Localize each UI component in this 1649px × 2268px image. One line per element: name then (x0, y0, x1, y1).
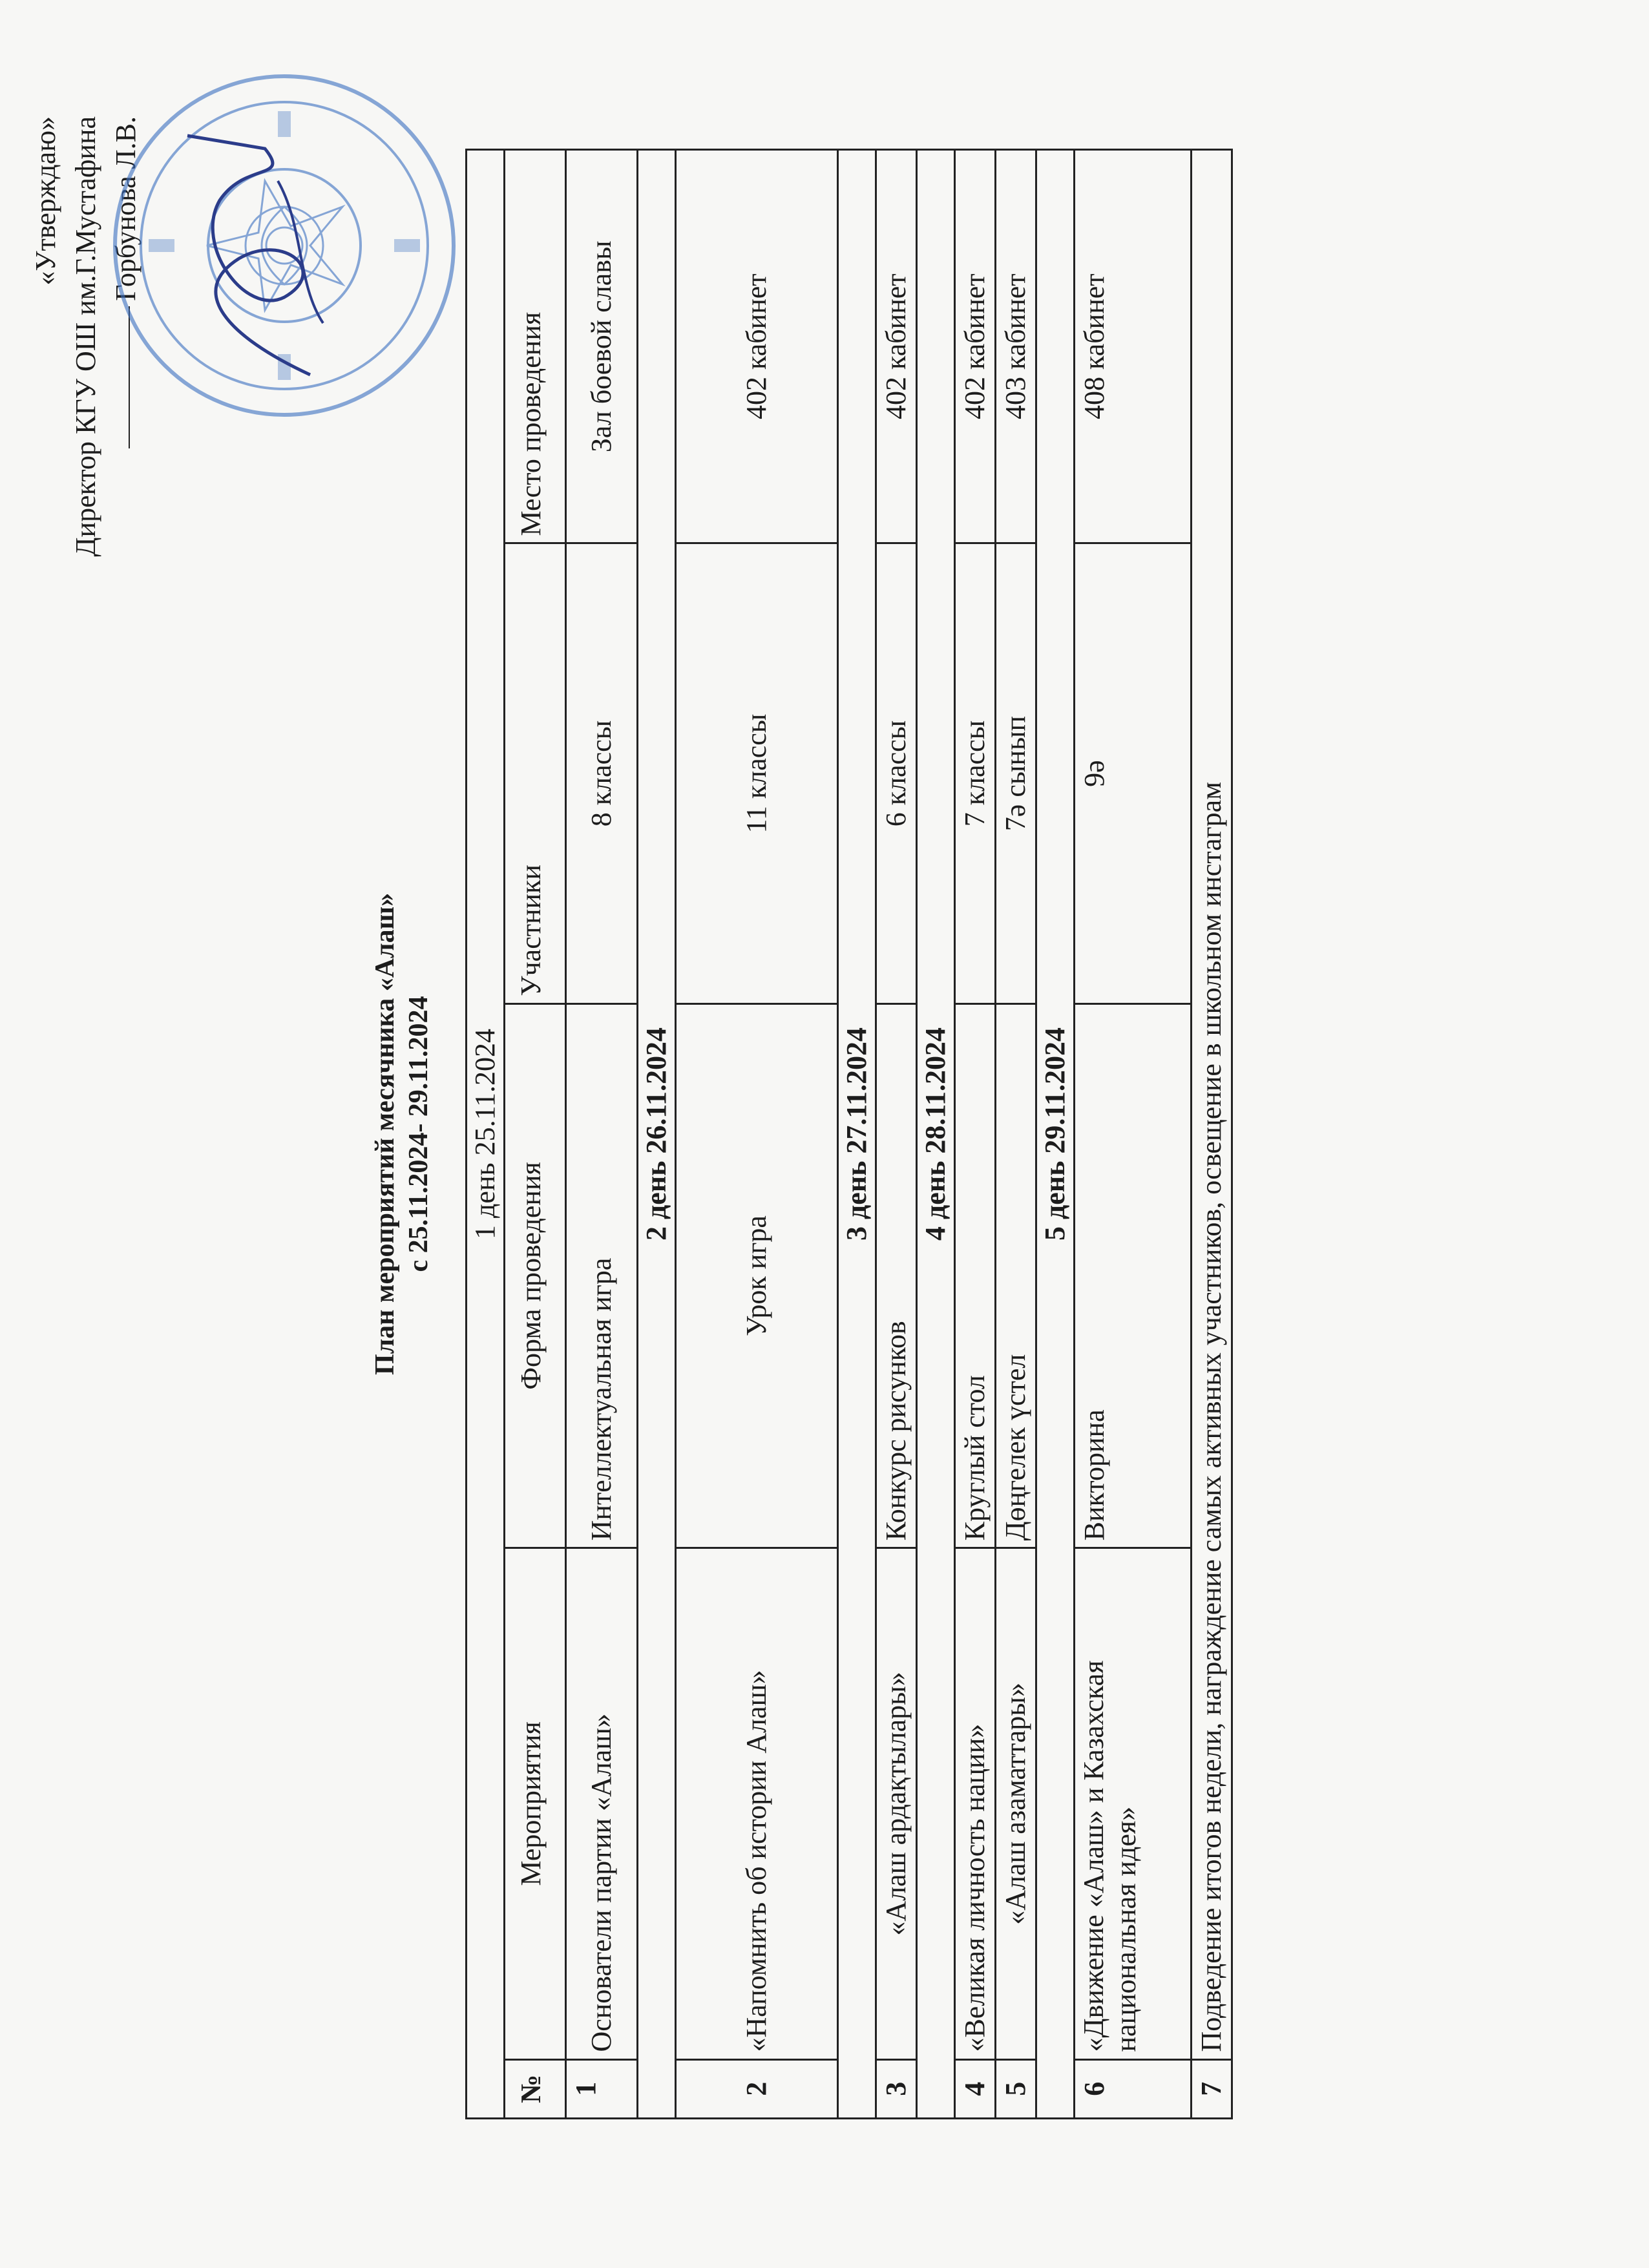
title-line-1: План мероприятий месячника «Алаш» (370, 892, 400, 1376)
table-row (676, 150, 838, 2119)
table-row (996, 150, 1036, 2119)
row-number: 6 (1075, 2059, 1192, 2118)
row-event: «Алаш ардақтылары» (876, 1548, 917, 2059)
row-number: 5 (996, 2059, 1036, 2118)
day-header: 1 день 25.11.2024 (467, 150, 505, 2119)
row-event: «Великая личность нации» (955, 1548, 996, 2059)
document-title (368, 0, 436, 2268)
row-number: 7 (1192, 2059, 1232, 2118)
row-summary: Подведение итогов недели, награждение самых активных участников, освещение в школьном инстаграм (1192, 150, 1232, 2060)
table-row (876, 150, 917, 2119)
row-place: 408 кабинет (1075, 150, 1192, 543)
row-event: Основатели партии «Алаш» (566, 1548, 638, 2059)
table-row (1192, 150, 1232, 2119)
day-header: 4 день 28.11.2024 (917, 150, 955, 2119)
row-form: Дөңгелек үстел (996, 1003, 1036, 1548)
approval-label: «Утверждаю» (30, 116, 61, 286)
row-form: Урок игра (676, 1003, 838, 1548)
title-line-2: с 25.11.2024- 29.11.2024 (404, 996, 434, 1272)
row-form: Интеллектуальная игра (566, 1003, 638, 1548)
row-number: 1 (566, 2059, 638, 2118)
row-participants: 6 классы (876, 543, 917, 1003)
day-header-row (917, 150, 955, 2119)
approval-signer: Горбунова Л.В. (110, 116, 142, 301)
header-event: Мероприятия (505, 1548, 566, 2059)
header-number: № (505, 2059, 566, 2118)
day-header-row (467, 150, 505, 2119)
header-participants: Участники (505, 543, 566, 1003)
header-place: Место проведения (505, 150, 566, 543)
row-number: 2 (676, 2059, 838, 2118)
row-place: 402 кабинет (955, 150, 996, 543)
row-event: «Движение «Алаш» и Казахская национальная идея» (1075, 1548, 1192, 2059)
day-header: 3 день 27.11.2024 (838, 150, 876, 2119)
row-form: Викторина (1075, 1003, 1192, 1548)
day-header: 2 день 26.11.2024 (638, 150, 676, 2119)
row-participants: 9ә (1075, 543, 1192, 1003)
events-table (465, 149, 1233, 2119)
row-event: «Алаш азаматтары» (996, 1548, 1036, 2059)
row-form: Конкурс рисунков (876, 1003, 917, 1548)
day-header: 5 день 29.11.2024 (1036, 150, 1075, 2119)
table-row (955, 150, 996, 2119)
signature-scribble (149, 123, 355, 394)
row-participants: 7 классы (955, 543, 996, 1003)
day-header-row (1036, 150, 1075, 2119)
row-place: 402 кабинет (876, 150, 917, 543)
row-number: 4 (955, 2059, 996, 2118)
row-participants: 11 классы (676, 543, 838, 1003)
row-participants: 7ә сынып (996, 543, 1036, 1003)
row-participants: 8 классы (566, 543, 638, 1003)
day-header-row (638, 150, 676, 2119)
row-event: «Напомнить об истории Алаш» (676, 1548, 838, 2059)
row-place: 403 кабинет (996, 150, 1036, 543)
row-place: Зал боевой славы (566, 150, 638, 543)
approval-position: Директор КГУ ОШ им.Г.Мустафина (70, 116, 101, 557)
row-place: 402 кабинет (676, 150, 838, 543)
table-row (566, 150, 638, 2119)
table-header-row (505, 150, 566, 2119)
day-header-row (838, 150, 876, 2119)
row-number: 3 (876, 2059, 917, 2118)
table-row (1075, 150, 1192, 2119)
header-form: Форма проведения (505, 1003, 566, 1548)
row-form: Круглый стол (955, 1003, 996, 1548)
